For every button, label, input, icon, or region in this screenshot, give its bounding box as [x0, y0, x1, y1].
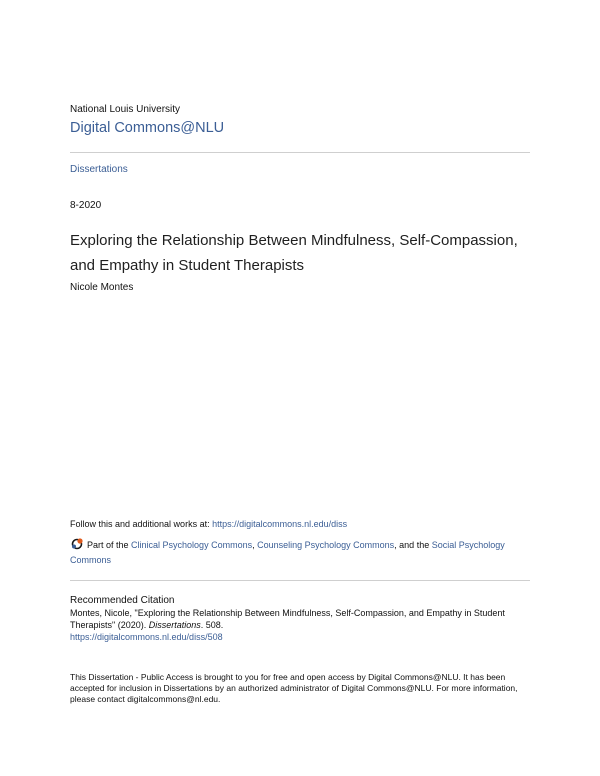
citation-url[interactable]: https://digitalcommons.nl.edu/diss/508	[70, 632, 223, 642]
separator: ,	[252, 540, 258, 550]
follow-line	[70, 519, 347, 529]
separator: , and the	[394, 540, 432, 550]
citation-body: Montes, Nicole, "Exploring the Relationship Between Mindfulness, Self-Compassion, and Empathy in Student Therapists" (2020).	[70, 608, 505, 630]
document-title: Exploring the Relationship Between Mindfulness, Self-Compassion, and Empathy in Student Therapists	[70, 232, 518, 274]
repository-link[interactable]: Digital Commons@NLU	[70, 120, 225, 136]
follow-prefix: Follow this and additional works at:	[70, 519, 213, 529]
citation-series: Dissertations	[148, 620, 201, 630]
author-name: Nicole Montes	[70, 282, 134, 293]
citation-number: . 508.	[200, 620, 224, 630]
divider	[70, 152, 530, 153]
divider	[70, 580, 530, 581]
follow-link[interactable]: https://digitalcommons.nl.edu/diss	[212, 519, 348, 529]
network-logo-icon	[70, 538, 84, 550]
notice-end: .	[218, 694, 221, 704]
notice-text: This Dissertation - Public Access is brought to you for free and open access by Digital Commons@NLU. It has been accepted for inclusion in Dissertations by an authorized administrator of Digital Commons@NLU. For more information, please contact	[70, 672, 518, 704]
collection-link[interactable]: Dissertations	[70, 164, 128, 175]
part-of-line	[70, 538, 530, 568]
recommended-citation-heading: Recommended Citation	[70, 595, 175, 606]
clinical-psychology-link[interactable]: Clinical Psychology Commons	[131, 540, 253, 550]
institution-name: National Louis University	[70, 104, 181, 115]
access-notice	[70, 672, 530, 705]
social-psychology-link[interactable]: Social Psychology Commons	[70, 540, 505, 565]
counseling-psychology-link[interactable]: Counseling Psychology Commons	[257, 540, 395, 550]
contact-email-link[interactable]: digitalcommons@nl.edu	[127, 694, 219, 704]
citation-text	[70, 607, 530, 643]
publication-date: 8-2020	[70, 200, 102, 211]
part-of-prefix: Part of the	[87, 540, 132, 550]
